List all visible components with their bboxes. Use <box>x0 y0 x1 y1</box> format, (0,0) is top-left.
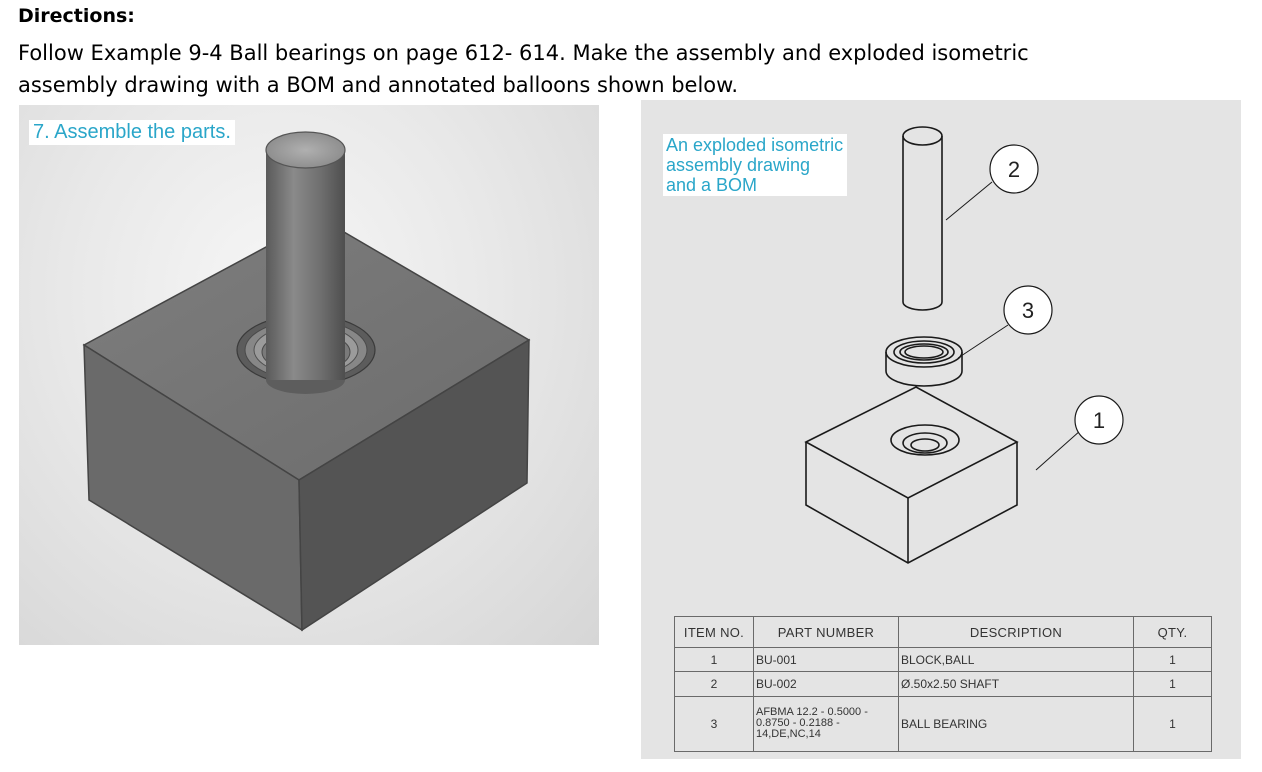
shaft <box>266 150 345 380</box>
bom-part-number: BU-002 <box>754 672 899 696</box>
bom-header-qty: QTY. <box>1134 617 1212 648</box>
exploded-drawing-panel <box>641 100 1241 759</box>
bom-qty: 1 <box>1134 696 1212 751</box>
shaft-top <box>266 132 345 168</box>
exploded-caption: An exploded isometric assembly drawing and a BOM <box>663 134 847 196</box>
bom-description: Ø.50x2.50 SHAFT <box>899 672 1134 696</box>
exploded-bearing <box>886 337 962 386</box>
bom-row <box>675 648 1212 672</box>
bom-header-item: ITEM NO. <box>675 617 754 648</box>
bom-item: 1 <box>675 648 754 672</box>
assembly-render <box>19 105 599 645</box>
exploded-block <box>806 387 1017 563</box>
directions-heading: Directions: <box>18 5 135 27</box>
assemble-caption: 7. Assemble the parts. <box>29 120 235 145</box>
bom-item: 3 <box>675 696 754 751</box>
balloon-2-label: 2 <box>1007 157 1021 182</box>
bom-header-part-number: PART NUMBER <box>754 617 899 648</box>
exploded-shaft <box>903 127 942 310</box>
bom-row <box>675 696 1212 751</box>
bom-header-description: DESCRIPTION <box>899 617 1134 648</box>
bill-of-materials <box>674 616 1212 752</box>
bom-row <box>675 672 1212 696</box>
balloon-3-label: 3 <box>1021 298 1035 323</box>
bom-header-row <box>675 617 1212 648</box>
assembled-parts-image <box>19 105 599 645</box>
directions-text: Follow Example 9-4 Ball bearings on page 612- 614. Make the assembly and exploded isometric assembly drawing with a BOM and annotated balloons shown below. <box>18 41 1029 97</box>
bom-part-number: AFBMA 12.2 - 0.5000 - 0.8750 - 0.2188 - 14,DE,NC,14 <box>754 696 899 751</box>
bom-qty: 1 <box>1134 648 1212 672</box>
bom-description: BALL BEARING <box>899 696 1134 751</box>
bom-part-number: BU-001 <box>754 648 899 672</box>
bom-item: 2 <box>675 672 754 696</box>
balloon-1-label: 1 <box>1092 408 1106 433</box>
bom-description: BLOCK,BALL <box>899 648 1134 672</box>
bom-qty: 1 <box>1134 672 1212 696</box>
